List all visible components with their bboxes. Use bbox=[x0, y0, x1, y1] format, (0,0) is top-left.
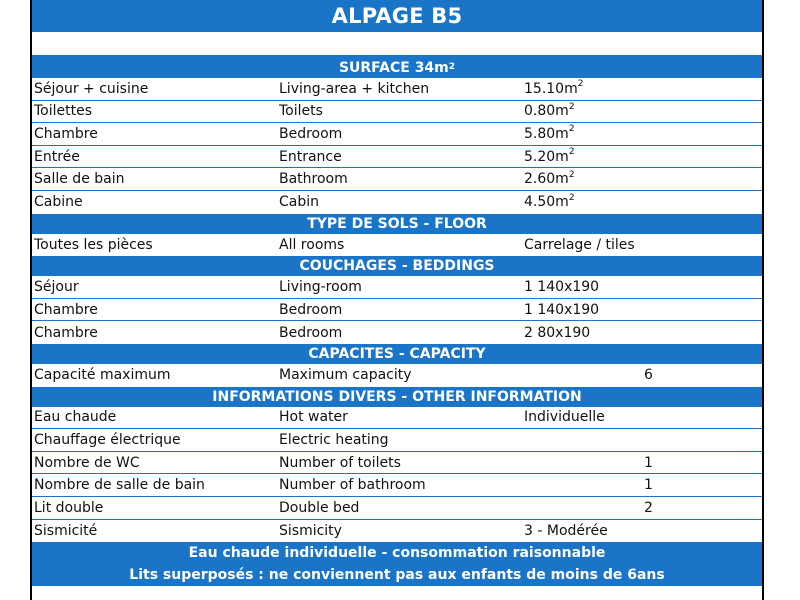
bedding-label-en: Bedroom bbox=[279, 301, 343, 318]
floor-label-fr: Toutes les pièces bbox=[34, 236, 153, 253]
info-label-fr: Lit double bbox=[34, 499, 104, 516]
capacity-row bbox=[32, 364, 762, 387]
title-spacer bbox=[32, 32, 762, 57]
bedding-value-cell bbox=[524, 279, 644, 295]
bedding-label-fr: Séjour bbox=[34, 278, 79, 295]
info-value: 3 - Modérée bbox=[524, 522, 608, 539]
surface-header-label: SURFACE 34m bbox=[338, 59, 449, 76]
bedding-value: 1 140x190 bbox=[524, 301, 600, 318]
footer-note-bunk-beds: Lits superposés : ne conviennent pas aux enfants de moins de 6ans bbox=[32, 564, 762, 586]
capacity-label-en: Maximum capacity bbox=[279, 367, 412, 384]
footer-note-hot-water: Eau chaude individuelle - consommation raisonnable bbox=[32, 542, 762, 564]
bedding-label-en: Bedroom bbox=[279, 324, 343, 341]
bedding-value-cell bbox=[524, 302, 644, 318]
room-info-sheet bbox=[30, 0, 764, 600]
surface-label-en: Bathroom bbox=[279, 171, 348, 188]
bedding-label-fr: Chambre bbox=[34, 324, 98, 341]
surface-row bbox=[32, 78, 762, 101]
surface-row bbox=[32, 146, 762, 169]
surface-label-fr: Cabine bbox=[34, 194, 83, 211]
surface-value-cell bbox=[524, 126, 644, 142]
bedding-row bbox=[32, 299, 762, 322]
bedding-row bbox=[32, 276, 762, 299]
info-value: Individuelle bbox=[524, 409, 605, 426]
info-label-fr: Sismicité bbox=[34, 522, 98, 539]
surface-value-sup: 2 bbox=[568, 169, 575, 180]
info-row bbox=[32, 429, 762, 452]
surface-value-sup: 2 bbox=[568, 101, 575, 112]
bedding-value-cell bbox=[524, 325, 644, 341]
info-label-en: Number of toilets bbox=[279, 454, 401, 471]
surface-label-fr: Entrée bbox=[34, 148, 80, 165]
floor-rows bbox=[32, 234, 762, 257]
info-count: 2 bbox=[644, 499, 653, 516]
info-header: INFORMATIONS DIVERS - OTHER INFORMATION bbox=[32, 387, 762, 407]
info-row bbox=[32, 452, 762, 475]
bedding-value: 2 80x190 bbox=[524, 324, 591, 341]
floor-header: TYPE DE SOLS - FLOOR bbox=[32, 214, 762, 234]
info-rows bbox=[32, 407, 762, 543]
surface-label-en: Living-area + kitchen bbox=[279, 80, 430, 97]
capacity-header: CAPACITES - CAPACITY bbox=[32, 344, 762, 364]
surface-value: 5.80m bbox=[524, 125, 569, 142]
bedding-value: 1 140x190 bbox=[524, 278, 600, 295]
surface-value-sup: 2 bbox=[568, 124, 575, 135]
info-label-fr: Chauffage électrique bbox=[34, 431, 181, 448]
floor-label-en: All rooms bbox=[279, 236, 345, 253]
info-row bbox=[32, 407, 762, 430]
surface-value-cell bbox=[524, 194, 644, 210]
info-row bbox=[32, 474, 762, 497]
surface-value: 0.80m bbox=[524, 103, 569, 120]
capacity-count: 6 bbox=[644, 367, 653, 384]
surface-value-sup: 2 bbox=[568, 146, 575, 157]
info-label-fr: Nombre de salle de bain bbox=[34, 477, 205, 494]
info-count: 1 bbox=[644, 454, 653, 471]
info-value-cell bbox=[524, 409, 644, 425]
surface-label-en: Cabin bbox=[279, 194, 320, 211]
surface-value-cell bbox=[524, 146, 644, 165]
surface-row bbox=[32, 191, 762, 214]
surface-label-en: Entrance bbox=[279, 148, 342, 165]
surface-label-fr: Toilettes bbox=[34, 103, 93, 120]
surface-rows bbox=[32, 78, 762, 214]
info-row bbox=[32, 497, 762, 520]
capacity-label-fr: Capacité maximum bbox=[34, 367, 171, 384]
info-label-fr: Eau chaude bbox=[34, 409, 117, 426]
info-label-en: Number of bathroom bbox=[279, 477, 426, 494]
surface-label-en: Toilets bbox=[279, 103, 323, 120]
surface-value: 4.50m bbox=[524, 194, 569, 211]
bedding-row bbox=[32, 321, 762, 344]
info-label-fr: Nombre de WC bbox=[34, 454, 140, 471]
bedding-label-fr: Chambre bbox=[34, 301, 98, 318]
bedding-label-en: Living-room bbox=[279, 278, 362, 295]
surface-value-cell bbox=[524, 103, 644, 119]
beddings-header: COUCHAGES - BEDDINGS bbox=[32, 256, 762, 276]
info-label-en: Hot water bbox=[279, 409, 348, 426]
floor-row bbox=[32, 234, 762, 257]
surface-value: 5.20m bbox=[524, 148, 569, 165]
surface-value: 15.10m bbox=[524, 80, 578, 97]
surface-row bbox=[32, 101, 762, 124]
info-label-en: Double bed bbox=[279, 499, 360, 516]
floor-value-cell bbox=[524, 237, 724, 253]
surface-value-cell bbox=[524, 171, 644, 187]
surface-value-sup: 2 bbox=[568, 192, 575, 203]
surface-value: 2.60m bbox=[524, 171, 569, 188]
surface-label-fr: Chambre bbox=[34, 125, 98, 142]
surface-value-cell bbox=[524, 81, 644, 97]
surface-label-fr: Salle de bain bbox=[34, 171, 125, 188]
info-label-en: Electric heating bbox=[279, 431, 389, 448]
surface-row bbox=[32, 123, 762, 146]
surface-row bbox=[32, 168, 762, 191]
floor-value: Carrelage / tiles bbox=[524, 236, 635, 253]
info-label-en: Sismicity bbox=[279, 522, 342, 539]
surface-label-en: Bedroom bbox=[279, 125, 343, 142]
surface-label-fr: Séjour + cuisine bbox=[34, 80, 149, 97]
info-count: 1 bbox=[644, 477, 653, 494]
info-row bbox=[32, 520, 762, 543]
sheet-title: ALPAGE B5 bbox=[32, 0, 762, 32]
surface-value-sup: 2 bbox=[577, 79, 584, 90]
capacity-rows bbox=[32, 364, 762, 387]
info-value-cell bbox=[524, 523, 644, 539]
beddings-rows bbox=[32, 276, 762, 344]
surface-header: SURFACE 34m $^2$ bbox=[32, 57, 762, 78]
